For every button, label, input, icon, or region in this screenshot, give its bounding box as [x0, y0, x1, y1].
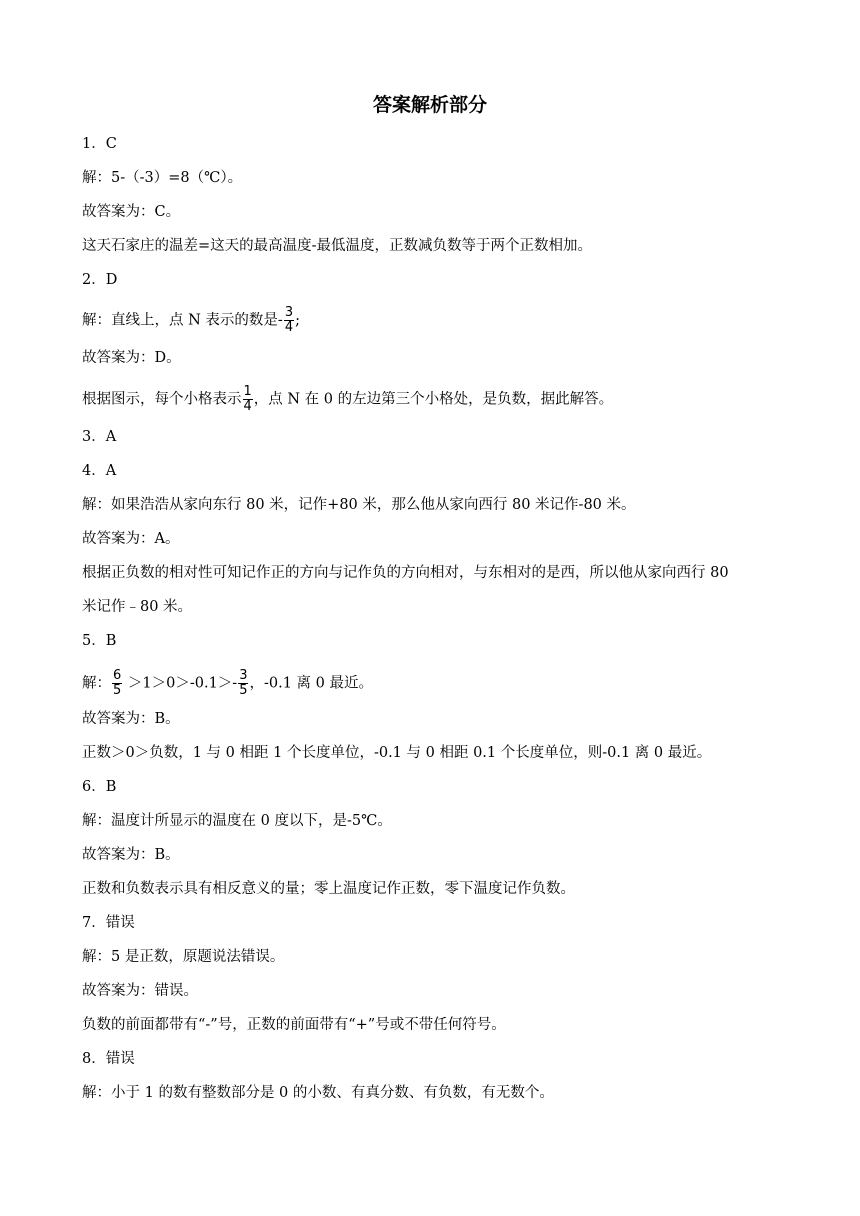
q8-header: 8．错误	[82, 1051, 135, 1067]
fraction	[284, 306, 294, 335]
q5-solution-mid: ＞1＞0＞-0.1＞-	[123, 675, 238, 692]
q2-answer: 故答案为：D。	[82, 350, 181, 366]
q1-analysis: 这天石家庄的温差=这天的最高温度-最低温度，正数减负数等于两个正数相加。	[82, 238, 593, 254]
q2-solution-tail: ;	[295, 312, 300, 329]
q5-solution-tail: ，-0.1 离 0 最近。	[249, 675, 373, 692]
q6-answer: 故答案为：B。	[82, 847, 180, 863]
q7-analysis: 负数的前面都带有“-”号，正数的前面带有“+”号或不带任何符号。	[82, 1017, 506, 1033]
q2-header: 2．D	[82, 272, 118, 288]
q4-header: 4．A	[82, 463, 117, 479]
q2-analysis-text: 根据图示，每个小格表示	[82, 391, 242, 408]
q5-analysis: 正数＞0＞负数，1 与 0 相距 1 个长度单位，-0.1 与 0 相距 0.1 个长度单位，则-0.1 离 0 最近。	[82, 745, 712, 761]
fraction-denominator: 4	[243, 399, 252, 414]
q7-solution: 解：5 是正数，原题说法错误。	[82, 949, 285, 965]
q2-solution-text: 解：直线上，点 N 表示的数是-	[82, 312, 283, 329]
fraction-numerator: 6	[113, 668, 122, 683]
q2-analysis-tail: ，点 N 在 0 的左边第三个小格处，是负数，据此解答。	[253, 391, 614, 408]
q6-solution: 解：温度计所显示的温度在 0 度以下，是-5℃。	[82, 813, 392, 829]
q7-answer: 故答案为：错误。	[82, 983, 198, 999]
q7-header: 7．错误	[82, 915, 135, 931]
q1-solution: 解：5-（-3）=8（℃）。	[82, 170, 243, 186]
q4-answer: 故答案为：A。	[82, 531, 180, 547]
fraction-numerator: 3	[284, 305, 294, 320]
fraction	[112, 669, 122, 698]
fraction-numerator: 3	[239, 668, 248, 683]
q5-solution-text: 解：	[82, 675, 111, 692]
q1-answer: 故答案为：C。	[82, 204, 181, 220]
q6-header: 6．B	[82, 779, 117, 795]
q2-solution	[82, 306, 782, 335]
q2-analysis	[82, 385, 782, 414]
fraction-denominator: 5	[239, 683, 248, 698]
fraction	[243, 385, 253, 414]
q5-solution	[82, 669, 782, 698]
q5-answer: 故答案为：B。	[82, 711, 180, 727]
fraction	[238, 669, 248, 698]
q3-header: 3．A	[82, 429, 117, 445]
fraction-denominator: 4	[284, 320, 294, 335]
q4-analysis-line1: 根据正负数的相对性可知记作正的方向与记作负的方向相对，与东相对的是西，所以他从家向西行 80	[82, 565, 729, 581]
fraction-denominator: 5	[113, 683, 122, 698]
q4-analysis-line2: 米记作﹣80 米。	[82, 599, 193, 615]
fraction-numerator: 1	[243, 384, 252, 399]
q6-analysis: 正数和负数表示具有相反意义的量；零上温度记作正数，零下温度记作负数。	[82, 881, 575, 897]
q8-solution: 解：小于 1 的数有整数部分是 0 的小数、有真分数、有负数，有无数个。	[82, 1085, 554, 1101]
q1-header: 1．C	[82, 136, 117, 152]
q5-header: 5．B	[82, 633, 117, 649]
q4-solution: 解：如果浩浩从家向东行 80 米，记作+80 米，那么他从家向西行 80 米记作-80 米。	[82, 497, 636, 513]
page-title: 答案解析部分	[372, 94, 487, 116]
